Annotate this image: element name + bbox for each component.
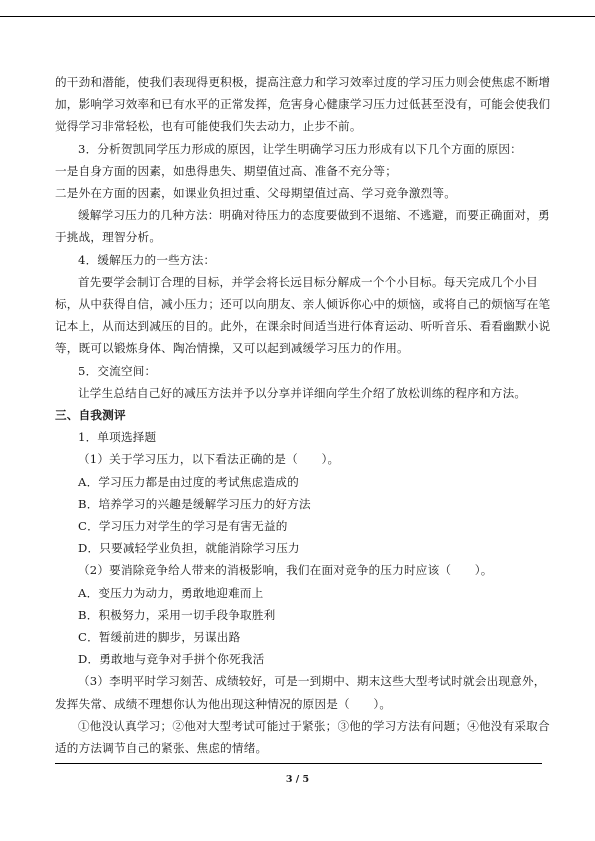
section-3-heading: 三、自我测评 (55, 408, 126, 423)
point-5-body: 让学生总结自己好的减压方法并予以分享并详细向学生介绍了放松训练的程序和方法。 (78, 385, 527, 400)
question-1-option-b: B．培养学习的兴趣是缓解学习压力的好方法 (78, 496, 311, 511)
question-2-option-c: C．暂缓前进的脚步，另谋出路 (78, 630, 241, 645)
point-3-heading: 3．分析贺凯同学压力形成的原因，让学生明确学习压力形成有以下几个方面的原因： (78, 141, 522, 156)
point-5-heading: 5．交流空间： (78, 363, 157, 378)
footer-rule (55, 763, 542, 764)
question-2-option-a: A．变压力为动力，勇敢地迎难而上 (78, 585, 264, 600)
point-4-heading: 4．缓解压力的一些方法： (78, 252, 216, 267)
question-type-heading: 1．单项选择题 (78, 430, 157, 445)
question-1-option-c: C．学习压力对学生的学习是有害无益的 (78, 519, 288, 534)
question-2-stem: （2）要消除竞争给人带来的消极影响，我们在面对竞争的压力时应该（ ）。 (78, 563, 493, 578)
point-3-internal-factors: 一是自身方面的因素，如患得患失、期望值过高、准备不充分等； (55, 163, 398, 178)
question-1-option-d: D．只要减轻学业负担，就能消除学习压力 (78, 541, 300, 556)
question-1-option-a: A．学习压力都是由过度的考试焦虑造成的 (78, 474, 299, 489)
document-body (55, 71, 555, 759)
question-3-statements: ①他没认真学习；②他对大型考试可能过于紧张；③他的学习方法有问题；④他没有采取合适的方法调节自己的紧张、焦虑的情绪。 (55, 718, 550, 756)
question-3-stem: （3）李明平时学习刻苦、成绩较好，可是一到期中、期末这些大型考试时就会出现意外，发挥失常、成绩不理想你认为他出现这种情况的原因是（ ）。 (55, 674, 546, 711)
question-2-option-b: B．积极努力，采用一切手段争取胜利 (78, 607, 276, 622)
point-4-body: 首先要学会制订合理的目标，并学会将长远目标分解成一个个小目标。每天完成几个小目标，从中获得自信，减小压力；还可以向朋友、亲人倾诉你心中的烦恼，或将自己的烦恼写在笔记本上，从而达到减压的目的。此外，在课余时间适当进行体育运动、听听音乐、看看幽默小说等，既可以锻炼身体、陶冶情操，又可以起到减缓学习压力的作用。 (55, 274, 551, 356)
relief-methods-paragraph: 缓解学习压力的几种方法：明确对待压力的态度要做到不退缩、不逃避，而要正确面对，勇于挑战，理智分析。 (55, 208, 550, 245)
header-rule (0, 16, 595, 17)
question-2-option-d: D．勇敢地与竞争对手拼个你死我活 (78, 652, 265, 667)
paragraph-continuation: 的干劲和潜能，使我们表现得更积极，提高注意力和学习效率过度的学习压力则会使焦虑不断增加，影响学习效率和已有水平的正常发挥，危害身心健康学习压力过低甚至没有，可能会使我们觉得学习非常轻松，也有可能使我们失去动力，止步不前。 (55, 75, 551, 134)
point-3-external-factors: 二是外在方面的因素，如课业负担过重、父母期望值过高、学习竞争激烈等。 (55, 186, 456, 201)
question-1-stem: （1）关于学习压力，以下看法正确的是（ ）。 (78, 452, 340, 467)
page-number: 3 / 5 (285, 774, 310, 785)
